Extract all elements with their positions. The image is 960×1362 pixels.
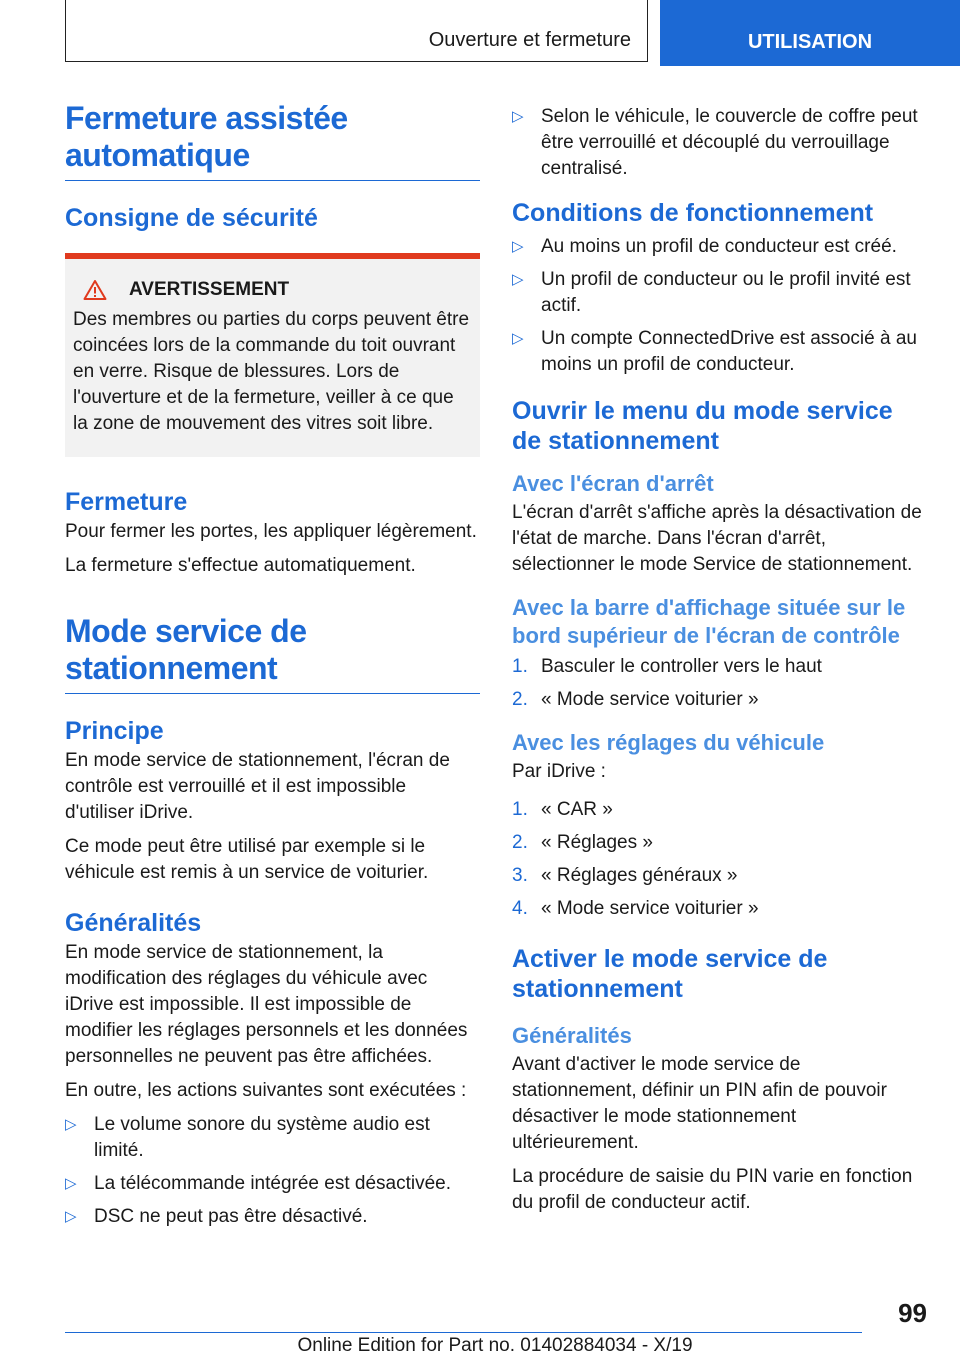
conditions-heading: Conditions de fonctionnement [512,199,874,227]
ouvrir-heading: Ouvrir le menu du mode service de stationnement [512,397,893,455]
list-item: ▷ Un compte ConnectedDrive est associé à au moins un profil de conducteur. [512,328,917,375]
generalites-2-paragraph-1: Avant d'activer le mode service de stationnement, définir un PIN afin de pouvoir désactiver le mode stationnement ultérieurement. [512,1054,887,1153]
actions-list [65,1112,480,1230]
footer-divider [65,1332,862,1333]
title-block-2 [65,613,480,694]
reglages-paragraph: Par iDrive : [512,761,606,782]
header-frame [65,0,648,62]
barre-steps [512,654,926,713]
title-block-1 [65,100,480,181]
generalites-2-paragraph-2: La procédure de saisie du PIN varie en fonction du profil de conducteur actif. [512,1166,913,1213]
bullet-triangle-icon: ▷ [65,1175,77,1192]
conditions-list [512,234,926,378]
list-item: ▷ Un profil de conducteur ou le profil invité est actif. [512,269,911,316]
bullet-triangle-icon: ▷ [512,330,524,347]
ecran-heading: Avec l'écran d'arrêt [512,471,714,496]
warning-title [83,279,472,301]
list-item: 4. « Mode service voiturier » [512,898,759,919]
page-title-fermeture: Fermeture assistée automatique [65,100,348,173]
left-column [65,100,480,1237]
warning-icon [83,279,107,301]
list-item: 1. « CAR » [512,799,613,820]
principe-paragraph-2: Ce mode peut être utilisé par exemple si le véhicule est remis à un service de voiturier. [65,836,429,883]
generalites-2-heading: Généralités [512,1023,632,1048]
list-item: ▷ DSC ne peut pas être désactivé. [65,1204,480,1230]
list-item: ▷ Le volume sonore du système audio est limité. [65,1114,430,1161]
list-item: 2. « Mode service voiturier » [512,689,759,710]
warning-label: AVERTISSEMENT [129,279,290,300]
list-item: ▷ Au moins un profil de conducteur est créé. [512,234,926,260]
bullet-triangle-icon: ▷ [512,108,524,125]
list-item: ▷ Selon le véhicule, le couvercle de coffre peut être verrouillé et découplé du verrouillage centralisé. [512,106,918,179]
list-item: ▷ La télécommande intégrée est désactivée. [65,1171,480,1197]
principe-paragraph-1: En mode service de stationnement, l'écran de contrôle est verrouillé et il est impossible d'utiliser iDrive. [65,750,450,823]
page-number: 99 [898,1298,927,1328]
safety-heading: Consigne de sécurité [65,204,318,232]
barre-heading: Avec la barre d'affichage située sur le bord supérieur de l'écran de contrôle [512,595,906,648]
bullet-triangle-icon: ▷ [65,1116,77,1133]
fermeture-paragraph-2: La fermeture s'effectue automatiquement. [65,555,416,576]
principe-heading: Principe [65,717,164,745]
footer-edition: Online Edition for Part no. 01402884034 - X/19 [297,1335,693,1356]
bullet-triangle-icon: ▷ [512,238,524,255]
list-item: 1. Basculer le controller vers le haut [512,656,822,677]
fermeture-heading: Fermeture [65,488,188,516]
warning-box [65,253,480,457]
bullet-triangle-icon: ▷ [512,271,524,288]
generalites-paragraph-2: En outre, les actions suivantes sont exécutées : [65,1080,467,1101]
header-tab [660,0,960,66]
header-section-title: Ouverture et fermeture [428,29,631,51]
warning-text: Des membres ou parties du corps peuvent être coincées lors de la commande du toit ouvrant en verre. Risque de blessures. Lors de l'ouverture et de la fermeture, veiller à ce que la zone de mouvement des vitres soit libre. [73,309,470,434]
list-item: 3. « Réglages généraux » [512,865,738,886]
ecran-paragraph: L'écran d'arrêt s'affiche après la désactivation de l'état de marche. Dans l'écran d'arrêt, sélectionner le mode Service de stationnement. [512,502,922,575]
fermeture-paragraph-1: Pour fermer les portes, les appliquer légèrement. [65,521,477,542]
generalites-paragraph-1: En mode service de stationnement, la modification des réglages du véhicule avec iDrive est impossible. Il est impossible de modifier les réglages personnels et les données personnelles ne peuvent pas être affichées. [65,942,468,1067]
list-item: 2. « Réglages » [512,832,653,853]
generalites-heading: Généralités [65,909,202,937]
reglages-steps [512,797,926,922]
continued-list [512,104,926,182]
page-title-mode-service: Mode service de stationnement [65,613,307,686]
bullet-triangle-icon: ▷ [65,1208,77,1225]
right-column [512,104,926,1224]
header-tab-label: UTILISATION [747,31,873,53]
reglages-heading: Avec les réglages du véhicule [512,730,825,755]
activer-heading: Activer le mode service de stationnement [512,945,828,1003]
